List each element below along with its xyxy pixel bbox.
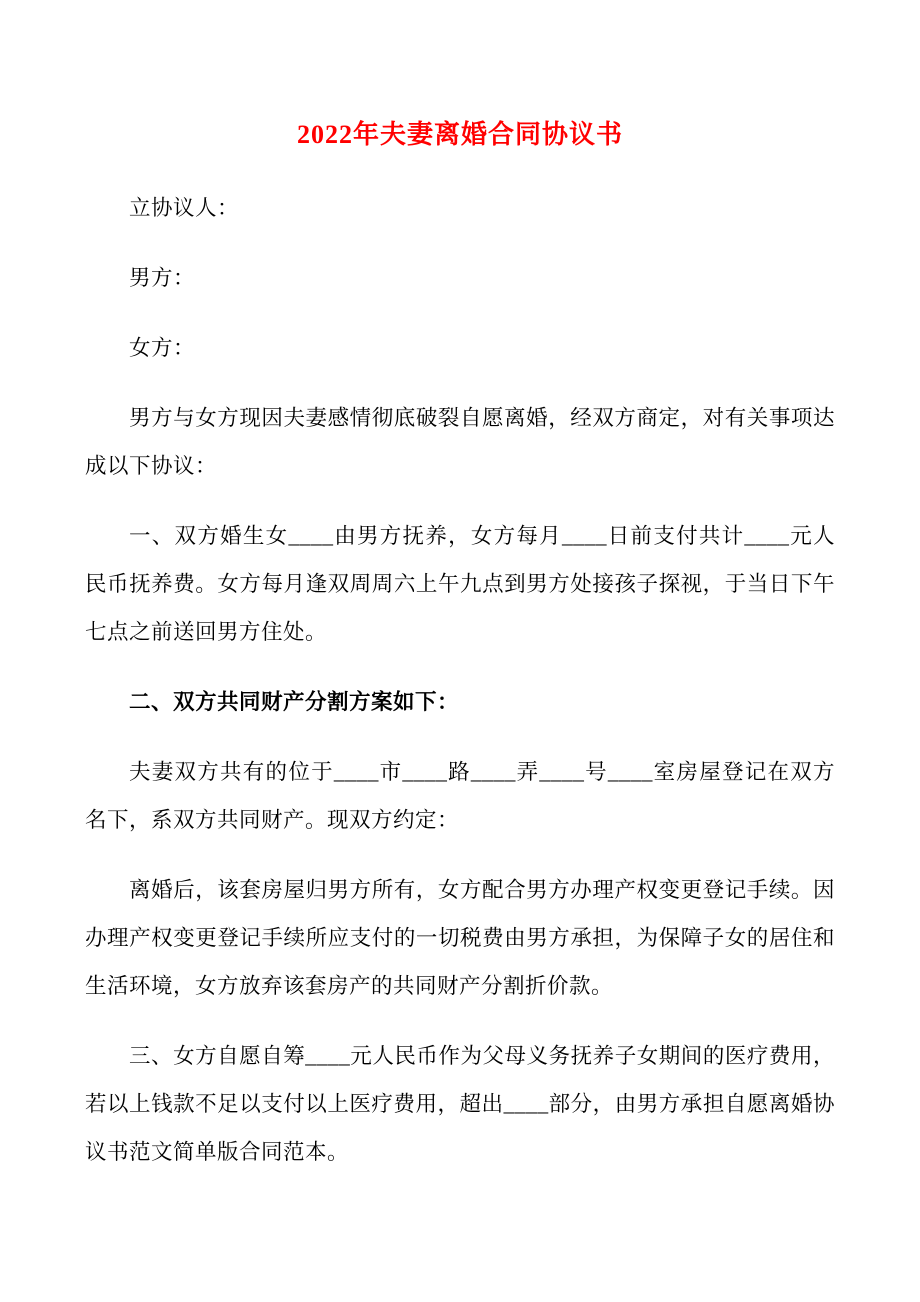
paragraph: 女方： (129, 336, 196, 360)
paragraph: 三、女方自愿自筹____元人民币作为父母义务抚养子女期间的医疗费用，若以上钱款不足以支付以上医疗费用，超出____部分，由男方承担自愿离婚协议书范文简单版合同范本。 (85, 1044, 835, 1164)
document-title: 2022年夫妻离婚合同协议书 (296, 120, 623, 149)
section-heading: 二、双方共同财产分割方案如下： (129, 690, 460, 714)
paragraph: 夫妻双方共有的位于____市____路____弄____号____室房屋登记在双方名下，系双方共同财产。现双方约定： (85, 760, 835, 832)
document-body (85, 184, 835, 1176)
paragraph: 男方与女方现因夫妻感情彻底破裂自愿离婚，经双方商定，对有关事项达成以下协议： (85, 406, 835, 478)
paragraph: 离婚后，该套房屋归男方所有，女方配合男方办理产权变更登记手续。因办理产权变更登记手续所应支付的一切税费由男方承担，为保障子女的居住和生活环境，女方放弃该套房产的共同财产分割折价款。 (85, 878, 835, 998)
paragraph: 立协议人： (129, 196, 240, 220)
paragraph: 男方： (129, 266, 196, 290)
paragraph: 一、双方婚生女____由男方抚养，女方每月____日前支付共计____元人民币抚养费。女方每月逢双周周六上午九点到男方处接孩子探视，于当日下午七点之前送回男方住处。 (85, 524, 835, 644)
